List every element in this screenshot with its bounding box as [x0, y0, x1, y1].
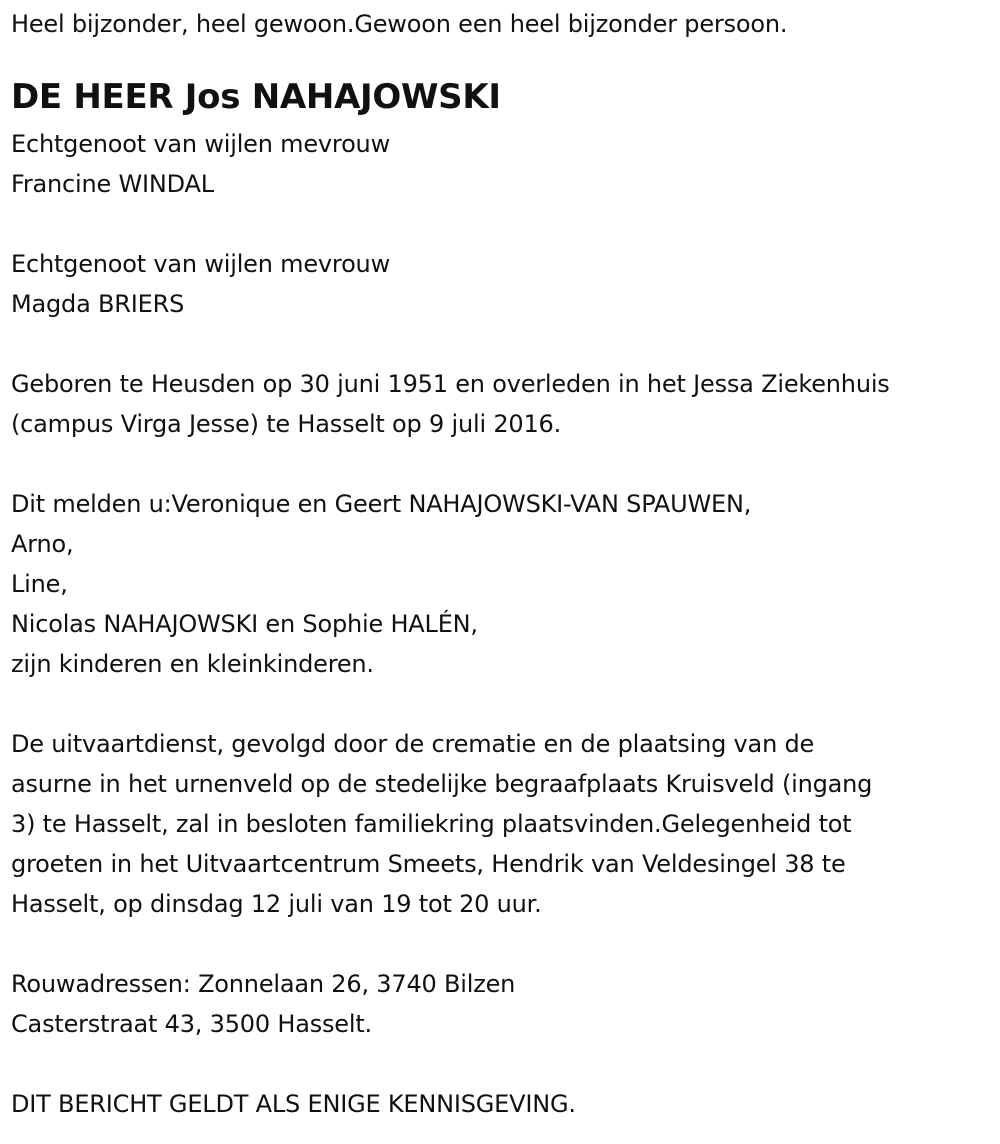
birth-death-paragraph — [11, 364, 996, 444]
family-paragraph — [11, 484, 996, 684]
funeral-paragraph — [11, 724, 996, 924]
funeral-line: De uitvaartdienst, gevolgd door de crematie en de plaatsing van de — [11, 730, 815, 758]
funeral-line: Hasselt, op dinsdag 12 juli van 19 tot 20 uur. — [11, 890, 542, 918]
paragraph-spacer — [11, 684, 996, 724]
paragraph-spacer — [11, 444, 996, 484]
spouse-1-relation: Echtgenoot van wijlen mevrouw — [11, 130, 390, 158]
birth-death-line: (campus Virga Jesse) te Hasselt op 9 juli 2016. — [11, 410, 562, 438]
funeral-line: asurne in het urnenveld op de stedelijke begraafplaats Kruisveld (ingang — [11, 770, 873, 798]
funeral-line: 3) te Hasselt, zal in besloten familiekring plaatsvinden.Gelegenheid tot — [11, 810, 852, 838]
paragraph-spacer — [11, 924, 996, 964]
spouse-2-relation: Echtgenoot van wijlen mevrouw — [11, 250, 390, 278]
address-line: Rouwadressen: Zonnelaan 26, 3740 Bilzen — [11, 970, 516, 998]
paragraph-spacer — [11, 324, 996, 364]
birth-death-line: Geboren te Heusden op 30 juni 1951 en overleden in het Jessa Ziekenhuis — [11, 370, 890, 398]
family-line: zijn kinderen en kleinkinderen. — [11, 650, 374, 678]
spouse-1-name: Francine WINDAL — [11, 170, 214, 198]
death-notice — [11, 4, 996, 1124]
family-line: Dit melden u:Veronique en Geert NAHAJOWSKI-VAN SPAUWEN, — [11, 490, 752, 518]
deceased-name-title: DE HEER Jos NAHAJOWSKI — [11, 77, 501, 117]
family-line: Line, — [11, 570, 68, 598]
funeral-line: groeten in het Uitvaartcentrum Smeets, Hendrik van Veldesingel 38 te — [11, 850, 846, 878]
closing-statement: DIT BERICHT GELDT ALS ENIGE KENNISGEVING. — [11, 1090, 576, 1118]
addresses-paragraph — [11, 964, 996, 1044]
family-line: Nicolas NAHAJOWSKI en Sophie HALÉN, — [11, 610, 478, 638]
paragraph-spacer — [11, 1044, 996, 1084]
family-line: Arno, — [11, 530, 74, 558]
address-line: Casterstraat 43, 3500 Hasselt. — [11, 1010, 372, 1038]
spouse-2-name: Magda BRIERS — [11, 290, 185, 318]
intro-quote: Heel bijzonder, heel gewoon.Gewoon een heel bijzonder persoon. — [11, 10, 788, 38]
paragraph-spacer — [11, 204, 996, 244]
spouse-block-2 — [11, 244, 996, 324]
spouse-block-1 — [11, 124, 996, 204]
